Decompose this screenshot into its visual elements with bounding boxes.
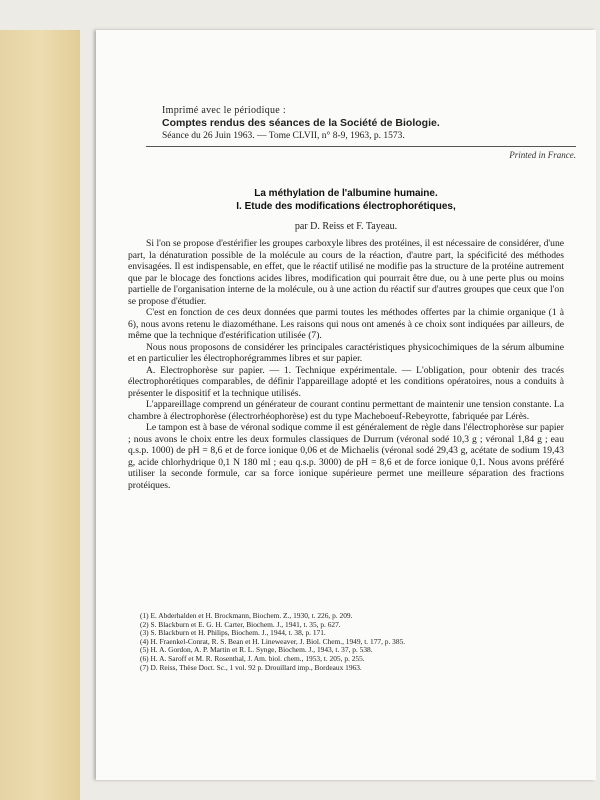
printed-in: Printed in France. [509,150,576,160]
footnote: (7) D. Reiss, Thèse Doct. Sc., 1 vol. 92 p. Drouillard imp., Bordeaux 1963. [140,662,362,672]
footnote: (1) E. Abderhalden et H. Brockmann, Biochem. Z., 1930, t. 226, p. 209. [140,611,353,620]
header-line-1: Imprimé avec le périodique : [162,105,286,116]
publication-header [162,104,562,143]
footnote: (6) H. A. Saroff et M. R. Rosenthal, J. Am. biol. chem., 1953, t. 205, p. 255. [140,653,365,663]
authors: par D. Reiss et F. Tayeau. [294,221,398,232]
paragraph: Le tampon est à base de véronal sodique comme il est généralement de règle dans l'électrophorèse sur papier ; nous avons le choix entre les deux formules classiques de Durrum (véronal sodé 10,3 g ; véronal 1,84 g ; eau q.s.p. 1000) de pH = 8,6 et de force ionique 0,06 et de Michaelis (véronal sodé 29,43 g, acétate de sodium 19,43 g, acide chlorhydrique 0,1 N 180 ml ; eau q.s.p. 3000) de pH = 8,6 et de force ionique 0,1. Nous avons préféré utiliser la seconde formule, car sa force ionique supérieure permet une meilleure séparation des fractions protéiques. [128,422,564,491]
footnote: (4) H. Fraenkel-Conrat, R. S. Bean et H. Lineweaver, J. Biol. Chem., 1949, t. 177, p. 385. [140,636,406,646]
article-title [126,187,566,213]
paragraph: Si l'on se propose d'estérifier les groupes carboxyle libres des protéines, il est nécessaire de considérer, d'une part, la dénaturation possible de la molécule au cours de la réaction, d'autre part, la spécificité des méthodes envisagées. Il est indispensable, en effet, que le réactif utilisé ne modifie pas la structure de la protéine autrement que par le blocage des fonctions acides libres, modification qui pourrait être due, ou à une perte plus ou moins partielle de l'organisation interne de la molécule, ou à une action du réactif sur d'autres groupes que ceux que l'on se propose d'étudier. [128,238,564,307]
backing-board [0,30,80,800]
footnotes [128,612,564,672]
paragraph: C'est en fonction de ces deux données que parmi toutes les méthodes offertes par la chimie organique (1 à 6), nous avons retenu le diazométhane. Les raisons qui nous ont amenés à ce choix sont indiquées par ailleurs, de même que la technique d'estérification utilisée (7). [128,307,564,341]
article-body [128,238,564,491]
header-rule [146,146,576,147]
title-line-2: I. Etude des modifications électrophorétiques, [236,201,456,212]
footnote: (2) S. Blackburn et E. G. H. Carter, Biochem. J., 1941, t. 35, p. 627. [140,619,341,629]
paragraph: A. Electrophorèse sur papier. — 1. Technique expérimentale. — L'obligation, pour obtenir des tracés électrophorétiques comparables, de définir l'appareillage adopté et les conditions opératoires, nous a conduits à présenter le dispositif et la technique utilisés. [128,364,564,399]
paragraph: L'appareillage comprend un générateur de courant continu permettant de maintenir une tension constante. La chambre à électrophorèse (électrorhéophorèse) est du type Macheboeuf-Rebeyrotte, fabriquée par Lérès. [128,399,564,422]
footnote: (3) S. Blackburn et H. Philips, Biochem. J., 1944, t. 38, p. 171. [140,628,326,638]
paragraph: Nous nous proposons de considérer les principales caractéristiques physicochimiques de la sérum albumine et en particulier les électrophorégrammes libres et sur papier. [128,341,564,364]
document-page [96,30,596,780]
title-line-1: La méthylation de l'albumine humaine. [254,188,438,199]
footnote: (5) H. A. Gordon, A. P. Martin et R. L. Synge, Biochem. J., 1943, t. 37, p. 538. [140,645,373,655]
header-line-3: Séance du 26 Juin 1963. — Tome CLVII, n° 8-9, 1963, p. 1573. [162,131,405,141]
header-line-2: Comptes rendus des séances de la Société de Biologie. [162,117,440,129]
